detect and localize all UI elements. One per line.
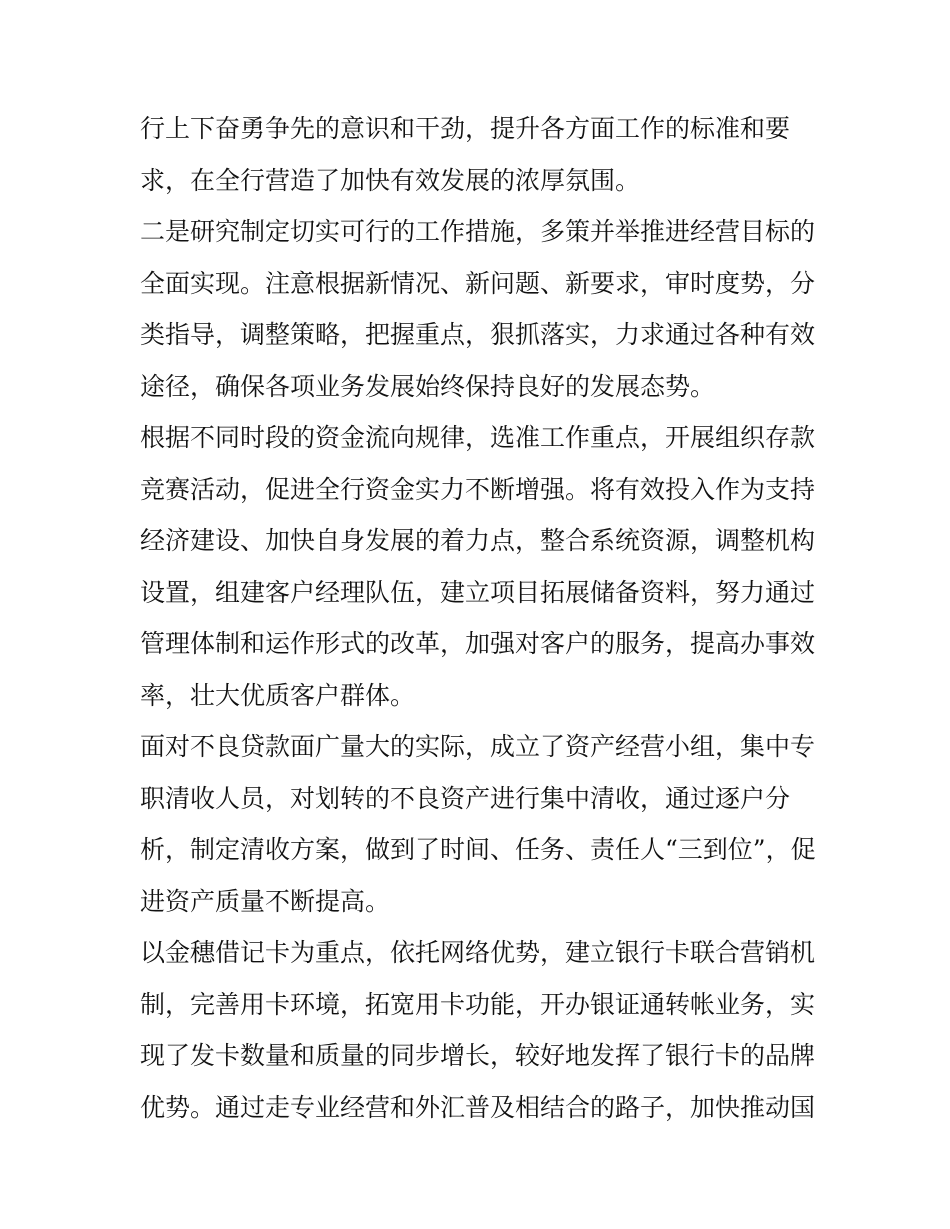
document-body <box>140 103 820 1133</box>
text-line: 析，制定清收方案，做到了时间、任务、责任人“三到位”，促 <box>140 835 816 864</box>
text-line: 以金穗借记卡为重点，依托网络优势，建立银行卡联合营销机 <box>140 938 816 967</box>
text-line: 优势。通过走专业经营和外汇普及相结合的路子，加快推动国 <box>140 1092 816 1122</box>
text-line: 设置，组建客户经理队伍，建立项目拓展储备资料，努力通过 <box>140 577 816 607</box>
text-line: 二是研究制定切实可行的工作措施，多策并举推进经营目标的 <box>140 217 816 246</box>
text-line: 面对不良贷款面广量大的实际，成立了资产经营小组，集中专 <box>140 732 816 761</box>
text-line: 现了发卡数量和质量的同步增长，较好地发挥了银行卡的品牌 <box>140 1041 816 1070</box>
text-line: 进资产质量不断提高。 <box>140 886 391 916</box>
text-line: 类指导，调整策略，把握重点，狠抓落实，力求通过各种有效 <box>140 320 816 349</box>
text-line: 竞赛活动，促进全行资金实力不断增强。将有效投入作为支持 <box>140 474 816 504</box>
text-line: 职清收人员，对划转的不良资产进行集中清收，通过逐户分 <box>140 783 791 813</box>
text-line: 求，在全行营造了加快有效发展的浓厚氛围。 <box>140 165 641 195</box>
text-line: 行上下奋勇争先的意识和干劲，提升各方面工作的标准和要 <box>140 114 791 143</box>
text-line: 管理体制和运作形式的改革，加强对客户的服务，提高办事效 <box>140 629 816 658</box>
text-line: 根据不同时段的资金流向规律，选准工作重点，开展组织存款 <box>140 423 816 452</box>
text-line: 制，完善用卡环境，拓宽用卡功能，开办银证通转帐业务，实 <box>140 989 816 1019</box>
text-line: 全面实现。注意根据新情况、新问题、新要求，审时度势，分 <box>140 268 816 298</box>
text-line: 率，壮大优质客户群体。 <box>140 680 416 710</box>
text-line: 途径，确保各项业务发展始终保持良好的发展态势。 <box>140 371 716 401</box>
text-line: 经济建设、加快自身发展的着力点，整合系统资源，调整机构 <box>140 526 816 555</box>
